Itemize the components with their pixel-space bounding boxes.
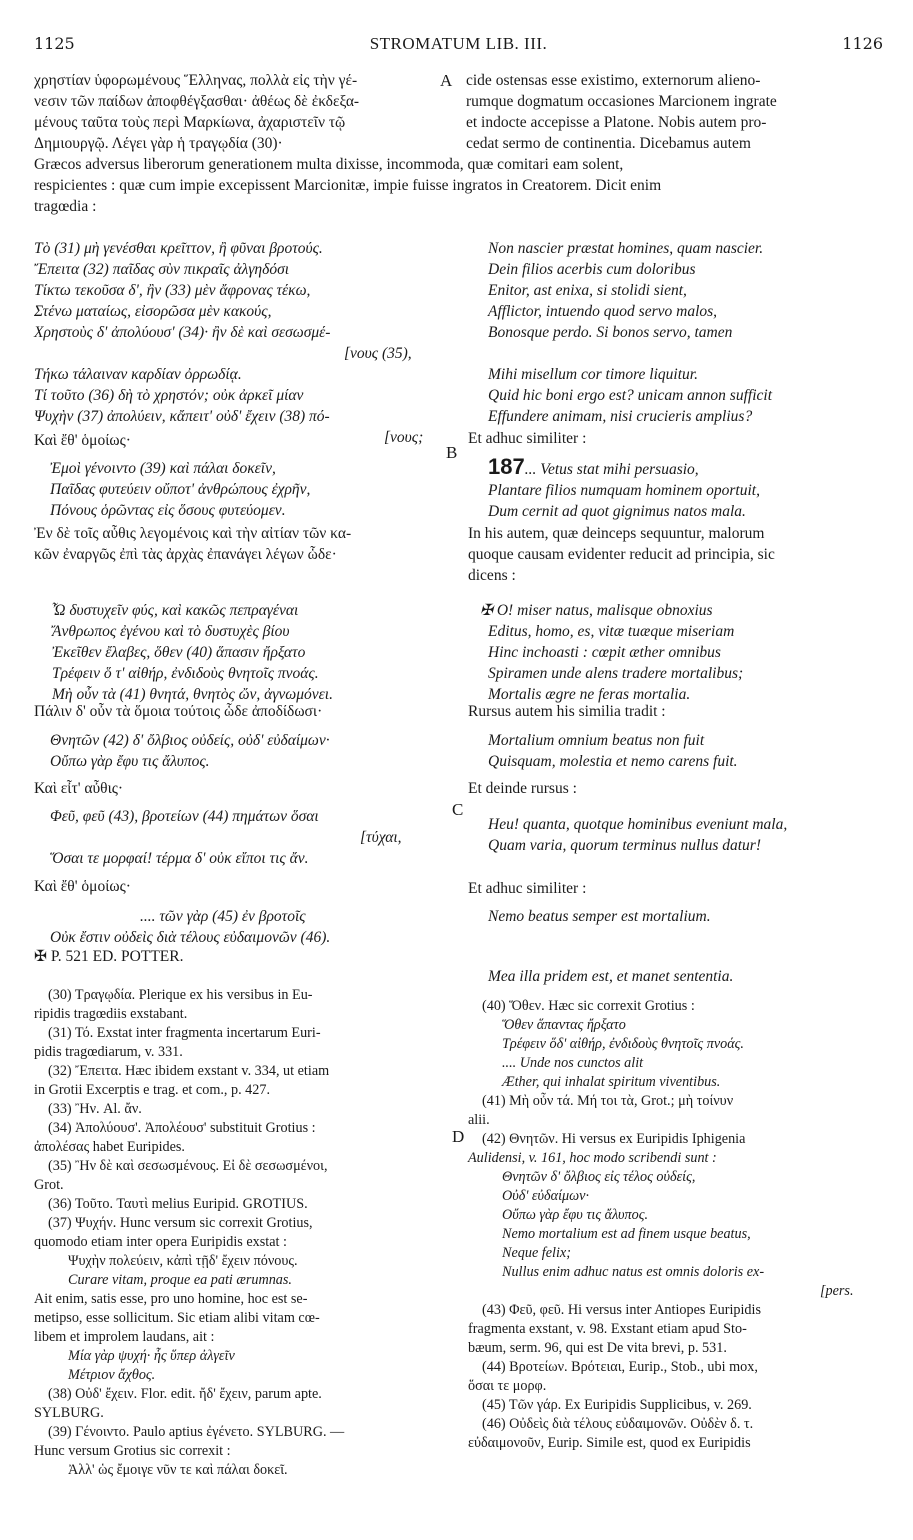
verse-line: Nemo beatus semper est mortalium. — [488, 908, 711, 925]
running-title: STROMATUM LIB. III. — [369, 34, 548, 53]
verse-line: Χρηστοὺς δ' ἀπολύουσ' (34)· ἢν δὲ καὶ σεσωσμέ- — [34, 324, 331, 341]
text-line: μένους ταῦτα τοὺς περὶ Μαρκίωνα, ἀχαριστεῖν τῷ — [34, 114, 346, 131]
verse-line: [τύχαι, — [360, 829, 402, 846]
footnote-line: (34) Ἀπολύουσ'. Ἀπολέουσ' substituit Grotius : — [48, 1120, 316, 1136]
text-line: rumque dogmatum occasiones Marcionem ingrate — [466, 93, 777, 110]
verse-line: Τίκτω τεκοῦσα δ', ἢν (33) μὲν ἄφρονας τέκω, — [34, 282, 311, 299]
section-number: 187 — [488, 454, 525, 479]
footnote-line: Grot. — [34, 1177, 64, 1193]
text-line: Δημιουργῷ. Λέγει γὰρ ἡ τραγῳδία (30)· — [34, 135, 283, 152]
footnote-line: ἀπολέσας habet Euripides. — [34, 1139, 185, 1155]
verse-line: Πόνους ὁρῶντας εἰς ὅσους φυτεύομεν. — [50, 502, 286, 519]
verse-line: Quisquam, molestia et nemo carens fuit. — [488, 753, 738, 770]
verse-line: Editus, homo, es, vitæ tuæque miseriam — [488, 623, 735, 640]
verse-line: Στένω ματαίως, εἰσορῶσα μὲν κακούς, — [34, 303, 272, 320]
verse-line: Bonosque perdo. Si bonos servo, tamen — [488, 324, 733, 341]
verse-line: Τρέφειν ὅ τ' αἰθήρ, ἐνδιδοὺς θνητοῖς πνοάς. — [52, 665, 319, 682]
footnote-line: bæum, serm. 96, qui est De vita brevi, p. 531. — [468, 1340, 727, 1356]
verse-line: Plantare filios numquam hominem oportuit, — [488, 482, 760, 499]
footnote-line: (43) Φεῦ, φεῦ. Hi versus inter Antiopes Euripidis — [482, 1302, 761, 1318]
footnote-line: (35) Ἢν δὲ καὶ σεσωσμένους. Εἰ δὲ σεσωσμένοι, — [48, 1158, 328, 1174]
footnote-line: Curare vitam, proque ea pati ærumnas. — [68, 1272, 292, 1288]
footnote-line: (32) Ἔπειτα. Hæc ibidem exstant v. 334, ut etiam — [48, 1063, 330, 1079]
verse-line: Ὅσαι τε μορφαί! τέρμα δ' οὐκ εἴποι τις ἄν. — [50, 850, 309, 867]
s5-greek-intro: Καὶ εἶτ' αὖθις· — [34, 780, 124, 797]
verse-line: Ἔπειτα (32) παῖδας σὺν πικραῖς ἀλγηδόσι — [34, 261, 290, 278]
margin-letter-a: A — [440, 71, 453, 90]
text-line: respicientes : quæ cum impie excepissent Marcionitæ, impie fuisse ingratos in Creatorem. Dicit enim — [34, 177, 662, 194]
footnote-line: Ait enim, satis esse, pro uno homine, hoc est se- — [34, 1291, 308, 1307]
footnote-line: Μέτριον ἄχθος. — [68, 1367, 156, 1383]
footnote-line: Æther, qui inhalat spiritum viventibus. — [502, 1074, 721, 1090]
s6-latin-tail: Mea illa pridem est, et manet sententia. — [488, 968, 734, 985]
margin-letter-b: B — [446, 443, 458, 462]
footnote-line: .... Unde nos cunctos alit — [502, 1055, 644, 1071]
verse2-latin — [480, 600, 743, 705]
footnote-line: Τρέφειν ὅδ' αἰθήρ, ἐνδιδοὺς θνητοῖς πνοάς. — [502, 1036, 744, 1052]
verse-line: [νους (35), — [344, 345, 412, 362]
footnote-line: ripidis tragœdiis exstabant. — [34, 1006, 188, 1022]
footnote-line: (37) Ψυχήν. Hunc versum sic correxit Grotius, — [48, 1215, 313, 1231]
footnote-line: (31) Τό. Exstat inter fragmenta incertarum Euri- — [48, 1025, 321, 1041]
verse1-latin — [488, 238, 772, 427]
verse-line: Enitor, ast enixa, si stolidi sient, — [488, 282, 687, 299]
verse-line: Afflictor, intuendo quod servo malos, — [488, 303, 718, 320]
verse-line: Θνητῶν (42) δ' ὄλβιος οὐδείς, οὐδ' εὐδαίμων· — [50, 732, 330, 749]
verse-line: Τήκω τάλαιναν καρδίαν ὀρρωδίᾳ. — [34, 366, 242, 383]
text-line: νεσιν τῶν παίδων ἀποφθέγξασθαι· ἀθέως δὲ ἐκδεξα- — [34, 93, 360, 110]
verse-text: ... Vetus stat mihi persuasio, — [524, 461, 699, 478]
verse-line: Effundere animam, nisi crucieris amplius? — [488, 408, 753, 425]
potter-reference: ✠ P. 521 ED. POTTER. — [34, 948, 184, 965]
footnote-line: Ἀλλ' ὡς ἔμοιγε νῦν τε καὶ πάλαι δοκεῖ. — [68, 1462, 288, 1478]
verse-line: Τὸ (31) μὴ γενέσθαι κρεῖττον, ἢ φῦναι βροτούς. — [34, 240, 323, 257]
footnote-line: Neque felix; — [502, 1245, 571, 1261]
s2-latin-verse — [488, 456, 760, 522]
page-number-left: 1125 — [34, 34, 75, 53]
verse-line: Ἐκεῖθεν ἔλαβες, ὅθεν (40) ἅπασιν ἤρξατο — [52, 644, 306, 661]
s6-latin-intro: Et adhuc similiter : — [468, 880, 587, 897]
verse-line: Dum cernit ad quot gignimus natos mala. — [488, 503, 746, 520]
s6-latin-verse — [488, 906, 711, 927]
footnote-line: Nemo mortalium est ad finem usque beatus, — [502, 1226, 751, 1242]
footnote-line: metipso, esse sollicitum. Sic etiam alibi vitam cœ- — [34, 1310, 320, 1326]
footnote-line: (30) Τραγῳδία. Plerique ex his versibus in Eu- — [48, 987, 313, 1003]
text-line: In his autem, quæ deinceps sequuntur, malorum — [468, 525, 765, 542]
verse-line: Dein filios acerbis cum doloribus — [488, 261, 696, 278]
footnote-line: (45) Τῶν γάρ. Ex Euripidis Supplicibus, v. 269. — [482, 1397, 752, 1413]
text-line: χρηστίαν ὑφορωμένους Ἕλληνας, πολλὰ εἰς τὴν γέ- — [34, 72, 358, 89]
footnote-line: fragmenta exstant, v. 98. Exstant etiam apud Sto- — [468, 1321, 747, 1337]
verse-line: Non nascier præstat homines, quam nascier. — [488, 240, 764, 257]
page-number-right: 1126 — [842, 34, 883, 53]
s5-latin-verse — [488, 814, 787, 856]
footnote-line: Οὔπω γὰρ ἔφυ τις ἄλυπος. — [502, 1207, 649, 1223]
s4-latin-verse — [488, 730, 738, 772]
margin-letter-c: C — [452, 800, 464, 819]
text-line: κῶν ἐναργῶς ἐπὶ τὰς ἀρχὰς ἐπανάγει λέγων ὧδε· — [34, 546, 337, 563]
footnote-line: εὐδαιμονοῦν, Eurip. Simile est, quod ex Euripidis — [468, 1435, 751, 1451]
margin-letter-d: D — [452, 1127, 465, 1146]
s5-latin-intro: Et deinde rursus : — [468, 780, 577, 797]
verse-line — [488, 456, 760, 480]
footnote-line: Nullus enim adhuc natus est omnis doloris ex- — [502, 1264, 765, 1280]
footnote-line: (42) Θνητῶν. Hi versus ex Euripidis Iphigenia — [482, 1131, 746, 1147]
verse-line: Quam varia, quorum terminus nullus datur! — [488, 837, 761, 854]
s4-latin-intro: Rursus autem his similia tradit : — [468, 703, 666, 720]
footnote-line: (44) Βροτείων. Βρότειαι, Eurip., Stob., ubi mox, — [482, 1359, 758, 1375]
verse-line: .... τῶν γὰρ (45) ἐν βροτοῖς — [140, 908, 306, 925]
text-line: cedat sermo de continentia. Dicebamus autem — [466, 135, 751, 152]
text-line: et indocte accepisse a Platone. Nobis autem pro- — [466, 114, 767, 131]
footnote-line: (46) Οὐδεὶς διὰ τέλους εὐδαιμονῶν. Οὐδὲν δ. τ. — [482, 1416, 754, 1432]
footnote-line: Ὅθεν ἅπαντας ἤρξατο — [502, 1017, 626, 1033]
footnote-line: Οὐδ' εὐδαίμων· — [502, 1188, 590, 1204]
footnote-line: in Grotii Excerptis e trag. et com., p. 427. — [34, 1082, 271, 1098]
footnote-line: Θνητῶν δ' ὄλβιος εἰς τέλος οὐδείς, — [502, 1169, 696, 1185]
footnote-line: (41) Μὴ οὖν τά. Μή τοι τὰ, Grot.; μὴ τοίνυν — [482, 1093, 734, 1109]
footnote-line: [pers. — [820, 1283, 854, 1299]
verse-line: Οὔπω γὰρ ἔφυ τις ἄλυπος. — [50, 753, 210, 770]
verse2-greek — [52, 600, 333, 705]
verse-line: Παῖδας φυτεύειν οὔποτ' ἀνθρώπους ἐχρῆν, — [50, 481, 311, 498]
verse-line: Heu! quanta, quotque hominibus eveniunt mala, — [488, 816, 788, 833]
verse-line: ✠ O! miser natus, malisque obnoxius — [480, 602, 713, 619]
verse-line: Mihi misellum cor timore liquitur. — [488, 366, 698, 383]
footnote-line: ὅσαι τε μορφ. — [468, 1378, 547, 1394]
verse-line: Ψυχὴν (37) ἀπολύειν, κἄπειτ' οὐδ' ἔχειν (38) πό- — [34, 408, 330, 425]
verse-line: Τί τοῦτο (36) δὴ τὸ χρηστόν; οὐκ ἀρκεῖ μίαν — [34, 387, 304, 404]
s5-greek-verse — [50, 806, 402, 869]
footnote-line: quomodo etiam inter opera Euripidis exstat : — [34, 1234, 287, 1250]
s6-greek-intro: Καὶ ἔθ' ὁμοίως· — [34, 878, 131, 895]
footnote-line: libem et improlem laudans, ait : — [34, 1329, 215, 1345]
verse-line: [νους; — [384, 429, 424, 446]
verse-line: Μὴ οὖν τὰ (41) θνητά, θνητὸς ὤν, ἀγνωμόνει. — [52, 686, 333, 703]
footnote-line: alii. — [468, 1112, 490, 1128]
running-header — [34, 34, 883, 60]
verse-line: Quid hic boni ergo est? unicam annon sufficit — [488, 387, 772, 404]
footnote-line: SYLBURG. — [34, 1405, 104, 1421]
footnote-line: (38) Οὐδ' ἔχειν. Flor. edit. ἤδ' ἔχειν, parum apte. — [48, 1386, 322, 1402]
footnote-line: Hunc versum Grotius sic correxit : — [34, 1443, 231, 1459]
verse-line: Ἄνθρωπος ἐγένου καὶ τὸ δυστυχὲς βίου — [52, 623, 290, 640]
text-line: quoque causam evidenter reducit ad principia, sic — [468, 546, 775, 563]
text-line: cide ostensas esse existimo, externorum alieno- — [466, 72, 761, 89]
footnote-line: (40) Ὅθεν. Hæc sic correxit Grotius : — [482, 998, 695, 1014]
footnote-line: (36) Τοῦτο. Ταυτὶ melius Euripid. GROTIUS. — [48, 1196, 308, 1212]
s4-greek-verse — [50, 730, 330, 772]
verse-line: Ἐμοὶ γένοιντο (39) καὶ πάλαι δοκεῖν, — [50, 460, 276, 477]
verse-line: Spiramen unde alens tradere mortalibus; — [488, 665, 744, 682]
footnote-line: Μία γὰρ ψυχή· ἧς ὕπερ ἀλγεῖν — [68, 1348, 235, 1364]
s2-latin-intro: Et adhuc similiter : — [468, 430, 587, 447]
footnote-line: Aulidensi, v. 161, hoc modo scribendi sunt : — [468, 1150, 717, 1166]
footnote-line: Ψυχὴν πολεύειν, κἀπὶ τῇδ' ἔχειν πόνους. — [68, 1253, 298, 1269]
intro-full-width — [34, 154, 880, 217]
text-line: Græcos adversus liberorum generationem multa dixisse, incommoda, quæ comitari eam solent, — [34, 156, 624, 173]
s2-greek-intro: Καὶ ἔθ' ὁμοίως· — [34, 432, 131, 449]
s6-greek-verse — [50, 906, 330, 948]
s3-latin — [468, 523, 775, 586]
verse-line: Οὐκ ἔστιν οὐδεὶς διὰ τέλους εὐδαιμονῶν (46). — [50, 929, 331, 946]
intro-greek — [34, 70, 359, 154]
verse-line: Hinc inchoasti : cœpit æther omnibus — [488, 644, 721, 661]
footnote-line: pidis tragœdiarum, v. 331. — [34, 1044, 183, 1060]
s3-greek — [34, 523, 351, 565]
footnote-line: (39) Γένοιντο. Paulo aptius ἐγένετο. SYLBURG. — — [48, 1424, 345, 1440]
verse-line: Φεῦ, φεῦ (43), βροτείων (44) πημάτων ὅσαι — [50, 808, 319, 825]
verse-line: Mortalis ægre ne feras mortalia. — [488, 686, 691, 703]
footnotes-right — [468, 997, 854, 1453]
footnotes-left — [34, 986, 344, 1480]
verse-line: Ὦ δυστυχεῖν φύς, καὶ κακῶς πεπραγέναι — [52, 602, 299, 619]
intro-latin — [466, 70, 777, 154]
verse-line: Mortalium omnium beatus non fuit — [488, 732, 705, 749]
text-line: tragœdia : — [34, 198, 97, 215]
text-line: dicens : — [468, 567, 516, 584]
s4-greek-intro: Πάλιν δ' οὖν τὰ ὅμοια τούτοις ὧδε ἀποδίδωσι· — [34, 703, 323, 720]
s2-greek-verse — [50, 458, 310, 521]
footnote-line: (33) Ἢν. Al. ἄν. — [48, 1101, 142, 1117]
text-line: Ἐν δὲ τοῖς αὖθις λεγομένοις καὶ τὴν αἰτίαν τῶν κα- — [34, 525, 352, 542]
verse-line — [488, 343, 772, 364]
verse1-greek — [34, 238, 423, 448]
